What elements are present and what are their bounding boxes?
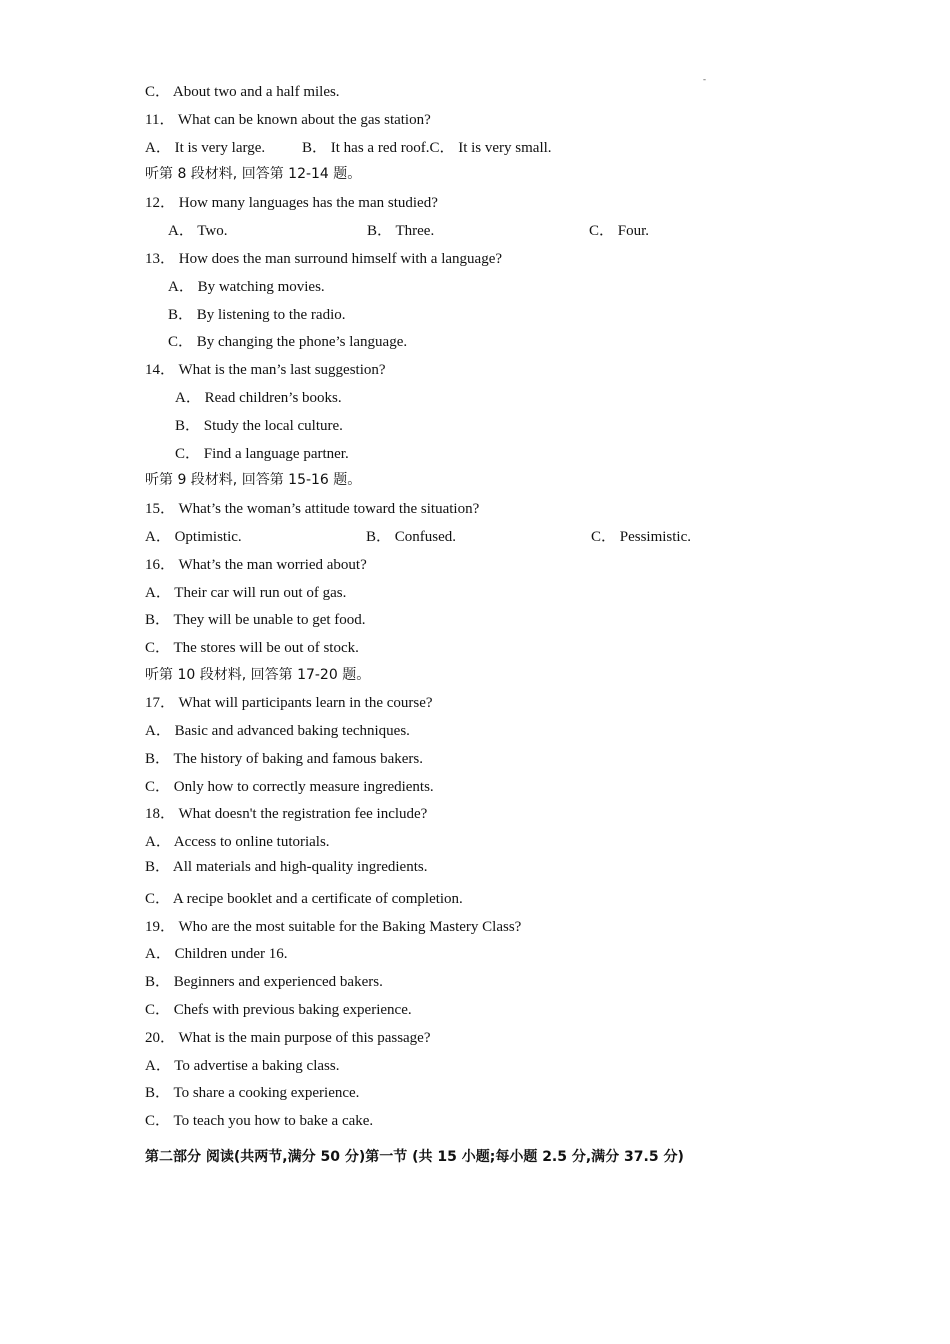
q13-stem: 13． How does the man surround himself with a language? bbox=[145, 251, 503, 267]
q18-option-b: B． All materials and high-quality ingredients. bbox=[145, 859, 428, 875]
q12-option-a: A． Two. bbox=[168, 223, 228, 239]
q19-option-b: B． Beginners and experienced bakers. bbox=[145, 974, 383, 990]
q16-option-c: C． The stores will be out of stock. bbox=[145, 640, 359, 656]
q17-option-c: C． Only how to correctly measure ingredients. bbox=[145, 779, 434, 795]
q14-option-a: A． Read children’s books. bbox=[175, 390, 342, 406]
q15-option-b: B． Confused. bbox=[366, 529, 457, 545]
q12-option-b: B． Three. bbox=[367, 223, 435, 239]
section-heading-9: 听第 9 段材料, 回答第 15-16 题。 bbox=[145, 472, 362, 488]
q17-option-a: A． Basic and advanced baking techniques. bbox=[145, 723, 410, 739]
q20-option-a: A． To advertise a baking class. bbox=[145, 1058, 340, 1074]
q12-stem: 12． How many languages has the man studied? bbox=[145, 195, 438, 211]
q16-option-a: A． Their car will run out of gas. bbox=[145, 585, 347, 601]
q15-option-c: C． Pessimistic. bbox=[591, 529, 692, 545]
q18-stem: 18． What doesn't the registration fee include? bbox=[145, 806, 428, 822]
part-two-heading: 第二部分 阅读(共两节,满分 50 分)第一节 (共 15 小题;每小题 2.5 分,满分 37.5 分) bbox=[145, 1149, 684, 1165]
q18-option-c: C． A recipe booklet and a certificate of completion. bbox=[145, 891, 463, 907]
q17-option-b: B． The history of baking and famous bakers. bbox=[145, 751, 424, 767]
q14-option-c: C． Find a language partner. bbox=[175, 446, 349, 462]
q19-option-c: C． Chefs with previous baking experience. bbox=[145, 1002, 412, 1018]
q19-stem: 19． Who are the most suitable for the Baking Mastery Class? bbox=[145, 919, 522, 935]
q15-stem: 15． What’s the woman’s attitude toward the situation? bbox=[145, 501, 480, 517]
q19-option-a: A． Children under 16. bbox=[145, 946, 288, 962]
q11-stem: 11． What can be known about the gas station? bbox=[145, 112, 431, 128]
q13-option-a: A． By watching movies. bbox=[168, 279, 325, 295]
q16-stem: 16． What’s the man worried about? bbox=[145, 557, 367, 573]
q18-option-a: A． Access to online tutorials. bbox=[145, 834, 330, 850]
q20-stem: 20． What is the main purpose of this passage? bbox=[145, 1030, 431, 1046]
section-heading-10: 听第 10 段材料, 回答第 17-20 题。 bbox=[145, 667, 371, 683]
q17-stem: 17． What will participants learn in the course? bbox=[145, 695, 433, 711]
q14-option-b: B． Study the local culture. bbox=[175, 418, 343, 434]
q16-option-b: B． They will be unable to get food. bbox=[145, 612, 366, 628]
q20-option-c: C． To teach you how to bake a cake. bbox=[145, 1113, 374, 1129]
q12-option-c: C． Four. bbox=[589, 223, 650, 239]
q14-stem: 14． What is the man’s last suggestion? bbox=[145, 362, 386, 378]
q20-option-b: B． To share a cooking experience. bbox=[145, 1085, 360, 1101]
section-heading-8: 听第 8 段材料, 回答第 12-14 题。 bbox=[145, 166, 362, 182]
q13-option-c: C． By changing the phone’s language. bbox=[168, 334, 408, 350]
q13-option-b: B． By listening to the radio. bbox=[168, 307, 346, 323]
q11-option-bc: B． It has a red roof.C． It is very small. bbox=[302, 140, 552, 156]
q11-option-a: A． It is very large. bbox=[145, 140, 266, 156]
q10-option-c: C． About two and a half miles. bbox=[145, 84, 340, 100]
q15-option-a: A． Optimistic. bbox=[145, 529, 242, 545]
top-mark: - bbox=[703, 74, 706, 84]
